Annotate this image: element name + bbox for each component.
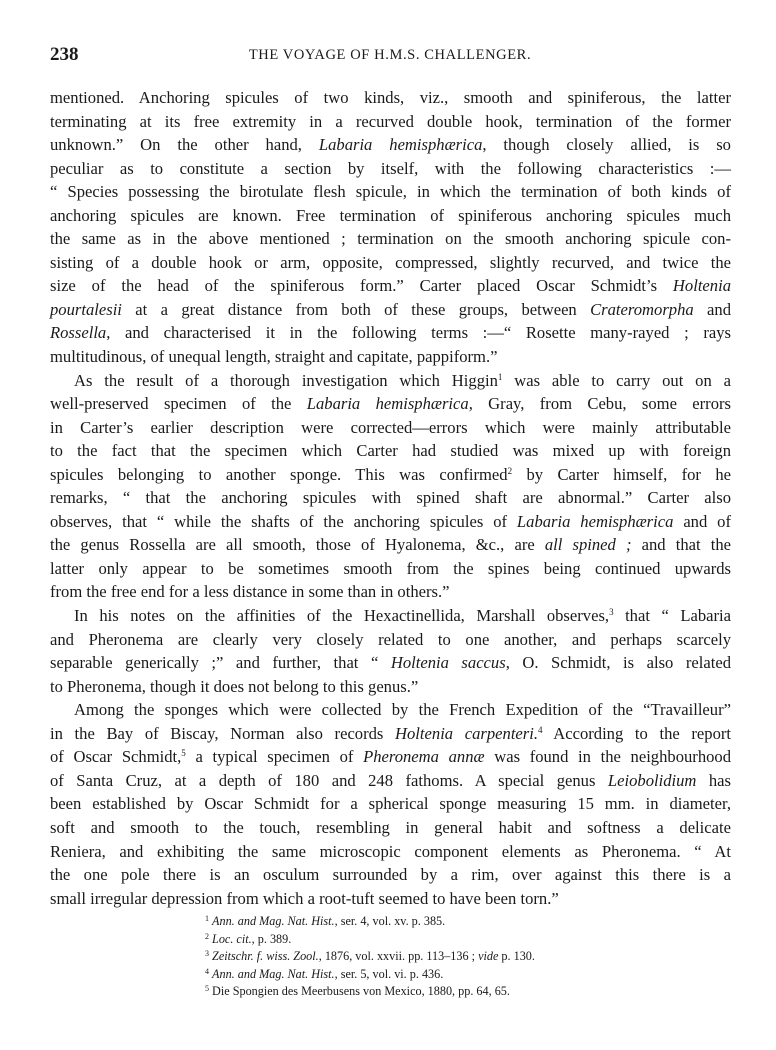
- page-header: [50, 44, 730, 68]
- footnotes: [205, 913, 535, 1001]
- footnote: $^2$ Loc. cit., p. 389.: [205, 931, 292, 946]
- text-line: As the result of a thorough investigation which Higgin$^1$ was able to carry out on a: [74, 370, 731, 390]
- text-line: In his notes on the affinities of the Hexactinellida, Marshall observes,$^3$ that “ Labaria: [74, 606, 732, 626]
- text-line: latter only appear to be sometimes smooth from the spines being continued upwards: [50, 558, 731, 578]
- text-line: the one pole there is an osculum surrounded by a rim, over against this there is a: [50, 865, 731, 885]
- footnote-mark: 5: [205, 984, 209, 994]
- footnote: $^1$ Ann. and Mag. Nat. Hist., ser. 4, vol. xv. p. 385.: [205, 914, 446, 928]
- text-line: in Carter’s earlier description were corrected—errors which were mainly attributable: [50, 417, 731, 437]
- text-line: from the free end for a less distance in some than in others.”: [50, 582, 450, 602]
- text-line: to Pheronema, though it does not belong to this genus.”: [50, 676, 419, 696]
- text-line: the genus Rossella are all smooth, those of Hyalonema, &c., are all spined ; and that the: [50, 535, 731, 555]
- text-line: of Oscar Schmidt,$^5$ a typical specimen of Pheronema annæ was found in the neighbourhood: [50, 747, 732, 767]
- footnote: $^4$ Ann. and Mag. Nat. Hist., ser. 5, vol. vi. p. 436.: [205, 966, 444, 981]
- text-line: well-preserved specimen of the Labaria hemisphærica, Gray, from Cebu, some errors: [50, 394, 731, 414]
- footnote: $^3$ Zeitschr. f. wiss. Zool., 1876, vol. xxvii. pp. 113–136 ; vide p. 130.: [205, 949, 535, 964]
- paragraph: [50, 698, 731, 910]
- text-line: multitudinous, of unequal length, straight and capitate, pappiform.”: [50, 347, 498, 367]
- paragraph: [50, 369, 731, 604]
- text-line: pourtalesii at a great distance from both of these groups, between Crateromorpha and: [50, 299, 732, 319]
- text-line: unknown.” On the other hand, Labaria hemisphærica, though closely allied, is so: [50, 135, 731, 155]
- text-line: and Pheronema are clearly very closely related to one another, and perhaps scarcely: [50, 629, 731, 649]
- paragraph: [50, 86, 731, 369]
- page-number: 238: [50, 44, 79, 65]
- text-line: anchoring spicules are known. Free termination of spiniferous anchoring spicules much: [50, 205, 731, 225]
- text-line: small irregular depression from which a root-tuft seemed to have been torn.”: [50, 888, 559, 908]
- footnote-mark: 4: [205, 966, 209, 976]
- text-line: Among the sponges which were collected by the French Expedition of the “Travailleur”: [74, 700, 731, 720]
- text-line: Reniera, and exhibiting the same microscopic component elements as Pheronema. “ At: [50, 841, 731, 861]
- text-line: sisting of a double hook or arm, opposite, compressed, slightly recurved, and twice the: [50, 252, 731, 272]
- running-title: THE VOYAGE OF H.M.S. CHALLENGER.: [248, 47, 532, 63]
- text-line: been established by Oscar Schmidt for a spherical sponge measuring 15 mm. in diameter,: [50, 794, 731, 814]
- text-line: in the Bay of Biscay, Norman also records Holtenia carpenteri.$^4$ According to the report: [50, 723, 731, 743]
- text-line: “ Species possessing the birotulate flesh spicule, in which the termination of both kinds of: [50, 182, 731, 202]
- text-line: observes, that “ while the shafts of the anchoring spicules of Labaria hemisphærica and of: [50, 511, 731, 531]
- text-line: size of the head of the spiniferous form.” Carter placed Oscar Schmidt’s Holtenia: [50, 276, 731, 296]
- text-line: terminating at its free extremity in a recurved double hook, termination of the former: [50, 111, 731, 131]
- paragraph: [50, 604, 731, 698]
- text-line: separable generically ;” and further, that “ Holtenia saccus, O. Schmidt, is also related: [50, 653, 731, 673]
- footnote-mark: 1: [205, 914, 209, 923]
- text-line: Rossella, and characterised it in the following terms :—“ Rosette many-rayed ; rays: [50, 323, 731, 343]
- text-line: soft and smooth to the touch, resembling in general habit and softness a delicate: [50, 817, 731, 837]
- footnote: $^5$ Die Spongien des Meerbusens von Mexico, 1880, pp. 64, 65.: [205, 984, 510, 999]
- text-line: of Santa Cruz, at a depth of 180 and 248 fathoms. A special genus Leiobolidium has: [50, 770, 731, 790]
- text-line: peculiar as to constitute a section by itself, with the following characteristics :—: [50, 158, 731, 178]
- footnote-mark: 3: [205, 949, 209, 959]
- text-line: the same as in the above mentioned ; termination on the smooth anchoring spicule con-: [50, 229, 731, 249]
- text-line: mentioned. Anchoring spicules of two kinds, viz., smooth and spiniferous, the latter: [50, 88, 731, 107]
- text-line: to the fact that the specimen which Carter had studied was mixed up with foreign: [50, 441, 731, 461]
- footnote-mark: 2: [205, 931, 209, 941]
- text-line: spicules belonging to another sponge. This was confirmed$^2$ by Carter himself, for he: [50, 464, 732, 484]
- body-text: [50, 86, 731, 910]
- text-line: remarks, “ that the anchoring spicules with spined shaft are abnormal.” Carter also: [50, 488, 731, 508]
